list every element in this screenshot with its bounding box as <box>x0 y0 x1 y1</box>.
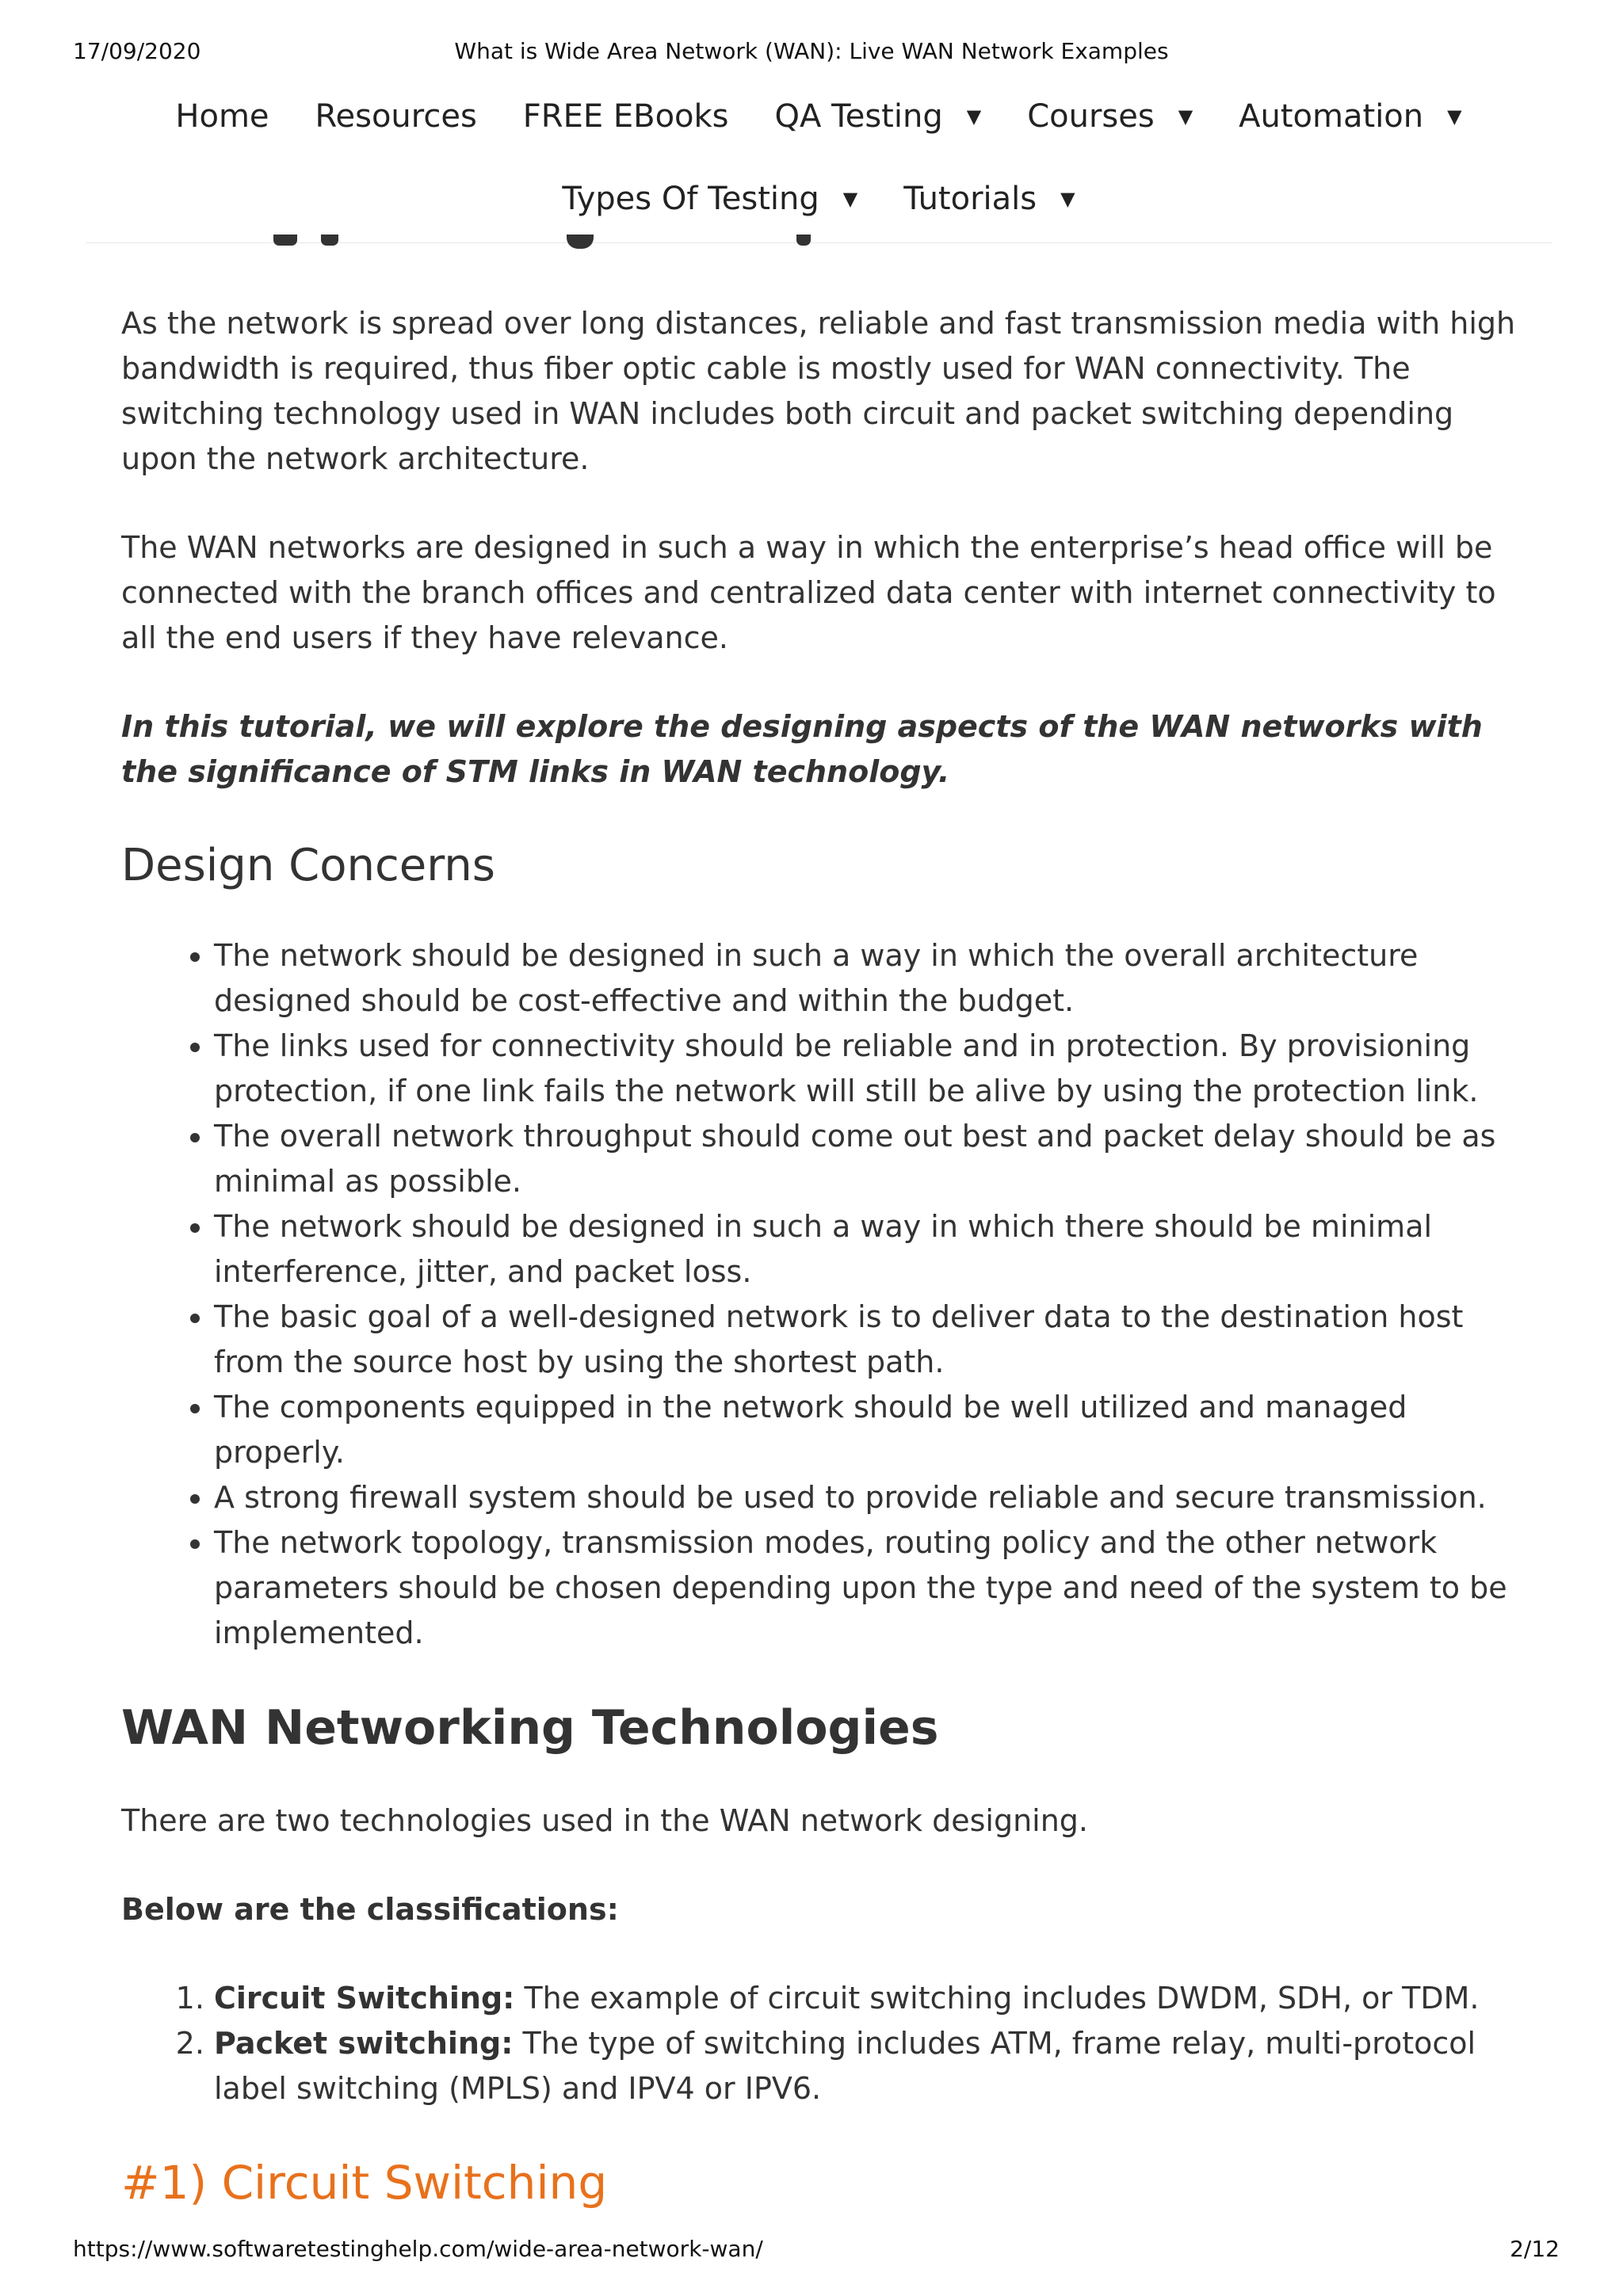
print-page-title: What is Wide Area Network (WAN): Live WAN Network Examples <box>454 38 1169 64</box>
nav-item-types-of-testing[interactable] <box>562 181 857 217</box>
print-footer <box>0 2236 1623 2267</box>
nav-item-courses[interactable] <box>1027 98 1193 135</box>
nav-item-label: Tutorials <box>903 181 1037 217</box>
page-number: 2/12 <box>1510 2236 1560 2262</box>
list-item: • The network should be designed in such a way in which the overall architecture designed should be cost-effective and within the budget. <box>214 933 1516 1024</box>
tutorial-intro: In this tutorial, we will explore the designing aspects of the WAN networks with the significance of STM links in WAN technology. <box>121 709 1483 789</box>
design-concerns-heading: Design Concerns <box>121 840 495 891</box>
caret-down-icon: ▼ <box>842 188 858 210</box>
nav-item-automation[interactable] <box>1239 98 1461 135</box>
print-date: 17/09/2020 <box>73 38 201 64</box>
nav-row-secondary <box>86 181 1552 217</box>
paragraph-wan-technologies: There are two technologies used in the WAN network designing. <box>121 1803 1089 1838</box>
caret-down-icon: ▼ <box>1178 105 1193 128</box>
nav-item-label: FREE EBooks <box>522 98 729 135</box>
nav-item-resources[interactable] <box>315 98 477 135</box>
page-url: https://www.softwaretestinghelp.com/wide-area-network-wan/ <box>73 2236 763 2262</box>
article-body <box>121 301 1516 2211</box>
nav-item-tutorials[interactable] <box>903 181 1075 217</box>
nav-item-qa-testing[interactable] <box>775 98 982 135</box>
caret-down-icon: ▼ <box>966 105 982 128</box>
classification-term: Circuit Switching: <box>214 1981 515 2016</box>
classifications-label: Below are the classifications: <box>121 1892 619 1927</box>
caret-down-icon: ▼ <box>1447 105 1462 128</box>
list-item: • The network should be designed in such a way in which there should be minimal interference, jitter, and packet loss. <box>214 1204 1516 1295</box>
list-item: • The basic goal of a well-designed network is to deliver data to the destination host from the source host by using the shortest path. <box>214 1295 1516 1385</box>
list-item: • The components equipped in the network should be well utilized and managed properly. <box>214 1385 1516 1475</box>
nav-item-label: Resources <box>315 98 477 135</box>
paragraph-transmission-media: As the network is spread over long distances, reliable and fast transmission media with high bandwidth is required, thus fiber optic cable is mostly used for WAN connectivity. The switching technology used in WAN includes both circuit and packet switching depending upon the network architecture. <box>121 306 1516 476</box>
circuit-switching-heading: #1) Circuit Switching <box>121 2156 608 2210</box>
nav-item-free-ebooks[interactable] <box>523 98 729 135</box>
list-item: • The overall network throughput should come out best and packet delay should be as minimal as possible. <box>214 1114 1516 1204</box>
design-concerns-list <box>121 933 1516 1656</box>
list-item: • The network topology, transmission modes, routing policy and the other network parameters should be chosen depending upon the type and need of the system to be implemented. <box>214 1520 1516 1656</box>
list-item <box>214 1976 1516 2021</box>
print-header <box>0 38 1623 70</box>
list-item: • The links used for connectivity should be reliable and in protection. By provisioning protection, if one link fails the network will still be alive by using the protection link. <box>214 1024 1516 1114</box>
classification-text: The example of circuit switching includes DWDM, SDH, or TDM. <box>514 1981 1480 2016</box>
nav-item-label: Home <box>175 98 269 135</box>
main-navigation <box>86 79 1552 243</box>
classifications-list <box>121 1976 1516 2111</box>
paragraph-wan-design: The WAN networks are designed in such a way in which the enterprise’s head office will be connected with the branch offices and centralized data center with internet connectivity to all the end users if they have relevance. <box>121 530 1496 655</box>
nav-row-primary <box>86 98 1552 135</box>
list-item <box>214 2021 1516 2111</box>
clipped-heading-fragment <box>273 235 844 254</box>
nav-item-label: Courses <box>1027 98 1155 135</box>
classification-term: Packet switching: <box>214 2026 514 2061</box>
caret-down-icon: ▼ <box>1060 188 1075 210</box>
nav-item-label: Automation <box>1239 98 1424 135</box>
nav-item-label: QA Testing <box>774 98 943 135</box>
list-item: • A strong firewall system should be used to provide reliable and secure transmission. <box>214 1475 1516 1520</box>
classification-text: The type of switching includes ATM, frame relay, multi-protocol label switching (MPLS) and IPV4 or IPV6. <box>214 2026 1476 2106</box>
nav-item-home[interactable] <box>175 98 269 135</box>
wan-technologies-heading: WAN Networking Technologies <box>121 1700 939 1756</box>
nav-item-label: Types Of Testing <box>562 181 819 217</box>
